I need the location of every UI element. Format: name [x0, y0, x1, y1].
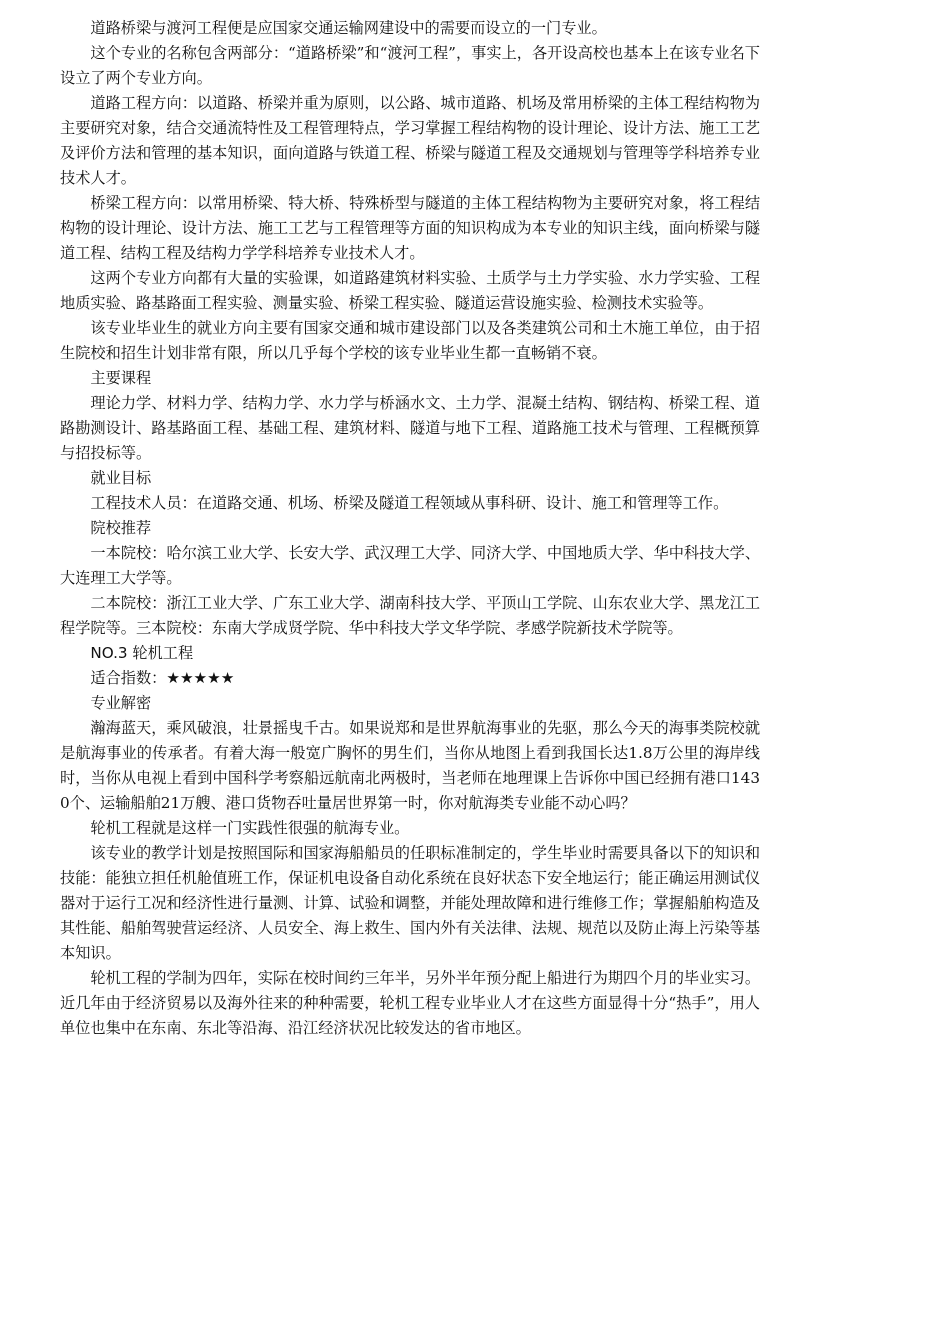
heading-school-recommendations: 院校推荐	[90, 519, 152, 537]
heading-main-courses: 主要课程	[90, 369, 152, 387]
paragraph-bridge-direction: 桥梁工程方向：以常用桥梁、特大桥、特殊桥型与隧道的主体工程结构物为主要研究对象，将工程结构物的设计理论、设计方法、施工工艺与工程管理等方面的知识构成为本专业的知识主线，面向桥梁与隧道工程、结构工程及结构力学学科培养专业技术人才。	[60, 194, 760, 262]
heading-major-explained: 专业解密	[90, 694, 152, 712]
paragraph-courses: 理论力学、材料力学、结构力学、水力学与桥涵水文、土力学、混凝土结构、钢结构、桥梁工程、道路勘测设计、路基路面工程、基础工程、建筑材料、隧道与地下工程、道路施工技术与管理、工程概预算与招投标等。	[60, 394, 760, 462]
paragraph-teaching-plan: 该专业的教学计划是按照国际和国家海船船员的任职标准制定的，学生毕业时需要具备以下的知识和技能：能独立担任机舱值班工作，保证机电设备自动化系统在良好状态下安全地运行；能正确运用测试仪器对于运行工况和经济性进行量测、计算、试验和调整，并能处理故障和进行维修工作；掌握船舶构造及其性能、船舶驾驶营运经济、人员安全、海上救生、国内外有关法律、法规、规范以及防止海上污染等基本知识。	[60, 844, 760, 962]
heading-no3-marine-engineering: NO.3 轮机工程	[90, 644, 194, 662]
paragraph-road-direction: 道路工程方向：以道路、桥梁并重为原则，以公路、城市道路、机场及常用桥梁的主体工程结构物为主要研究对象，结合交通流特性及工程管理特点，学习掌握工程结构物的设计理论、设计方法、施工工艺及评价方法和管理的基本知识，面向道路与铁道工程、桥梁与隧道工程及交通规划与管理等学科培养专业技术人才。	[60, 94, 760, 187]
paragraph-employment: 该专业毕业生的就业方向主要有国家交通和城市建设部门以及各类建筑公司和土木施工单位，由于招生院校和招生计划非常有限，所以几乎每个学校的该专业毕业生都一直畅销不衰。	[60, 319, 760, 362]
paragraph-practical: 轮机工程就是这样一门实践性很强的航海专业。	[90, 819, 410, 837]
paragraph-tier2-3-schools: 二本院校：浙江工业大学、广东工业大学、湖南科技大学、平顶山工学院、山东农业大学、黑龙江工程学院等。三本院校：东南大学成贤学院、华中科技大学文华学院、孝感学院新技术学院等。	[60, 594, 760, 637]
paragraph-ocean-intro: 瀚海蓝天，乘风破浪，壮景摇曳千古。如果说郑和是世界航海事业的先驱，那么今天的海事类院校就是航海事业的传承者。有着大海一般宽广胸怀的男生们，当你从地图上看到我国长达1.8万公里的海岸线时，当你从电视上看到中国科学考察船远航南北两极时，当老师在地理课上告诉你中国已经拥有港口1430个、运输船舶21万艘、港口货物吞吐量居世界第一时，你对航海类专业能不动心吗？	[60, 719, 760, 812]
suitability-rating: 适合指数：★★★★★	[90, 669, 235, 687]
paragraph-intro: 道路桥梁与渡河工程便是应国家交通运输网建设中的需要而设立的一门专业。	[90, 19, 607, 37]
paragraph-duration-demand: 轮机工程的学制为四年，实际在校时间约三年半，另外半年预分配上船进行为期四个月的毕业实习。近几年由于经济贸易以及海外往来的种种需要，轮机工程专业毕业人才在这些方面显得十分“热手”，用人单位也集中在东南、东北等沿海、沿江经济状况比较发达的省市地区。	[60, 969, 760, 1037]
paragraph-experiments: 这两个专业方向都有大量的实验课，如道路建筑材料实验、土质学与土力学实验、水力学实验、工程地质实验、路基路面工程实验、测量实验、桥梁工程实验、隧道运营设施实验、检测技术实验等。	[60, 269, 760, 312]
paragraph-major-name: 这个专业的名称包含两部分：“道路桥梁”和“渡河工程”，事实上，各开设高校也基本上在该专业名下设立了两个专业方向。	[60, 44, 760, 87]
heading-career-goals: 就业目标	[90, 469, 152, 487]
paragraph-tier1-schools: 一本院校：哈尔滨工业大学、长安大学、武汉理工大学、同济大学、中国地质大学、华中科技大学、大连理工大学等。	[60, 544, 760, 587]
paragraph-career: 工程技术人员：在道路交通、机场、桥梁及隧道工程领域从事科研、设计、施工和管理等工作。	[90, 494, 729, 512]
